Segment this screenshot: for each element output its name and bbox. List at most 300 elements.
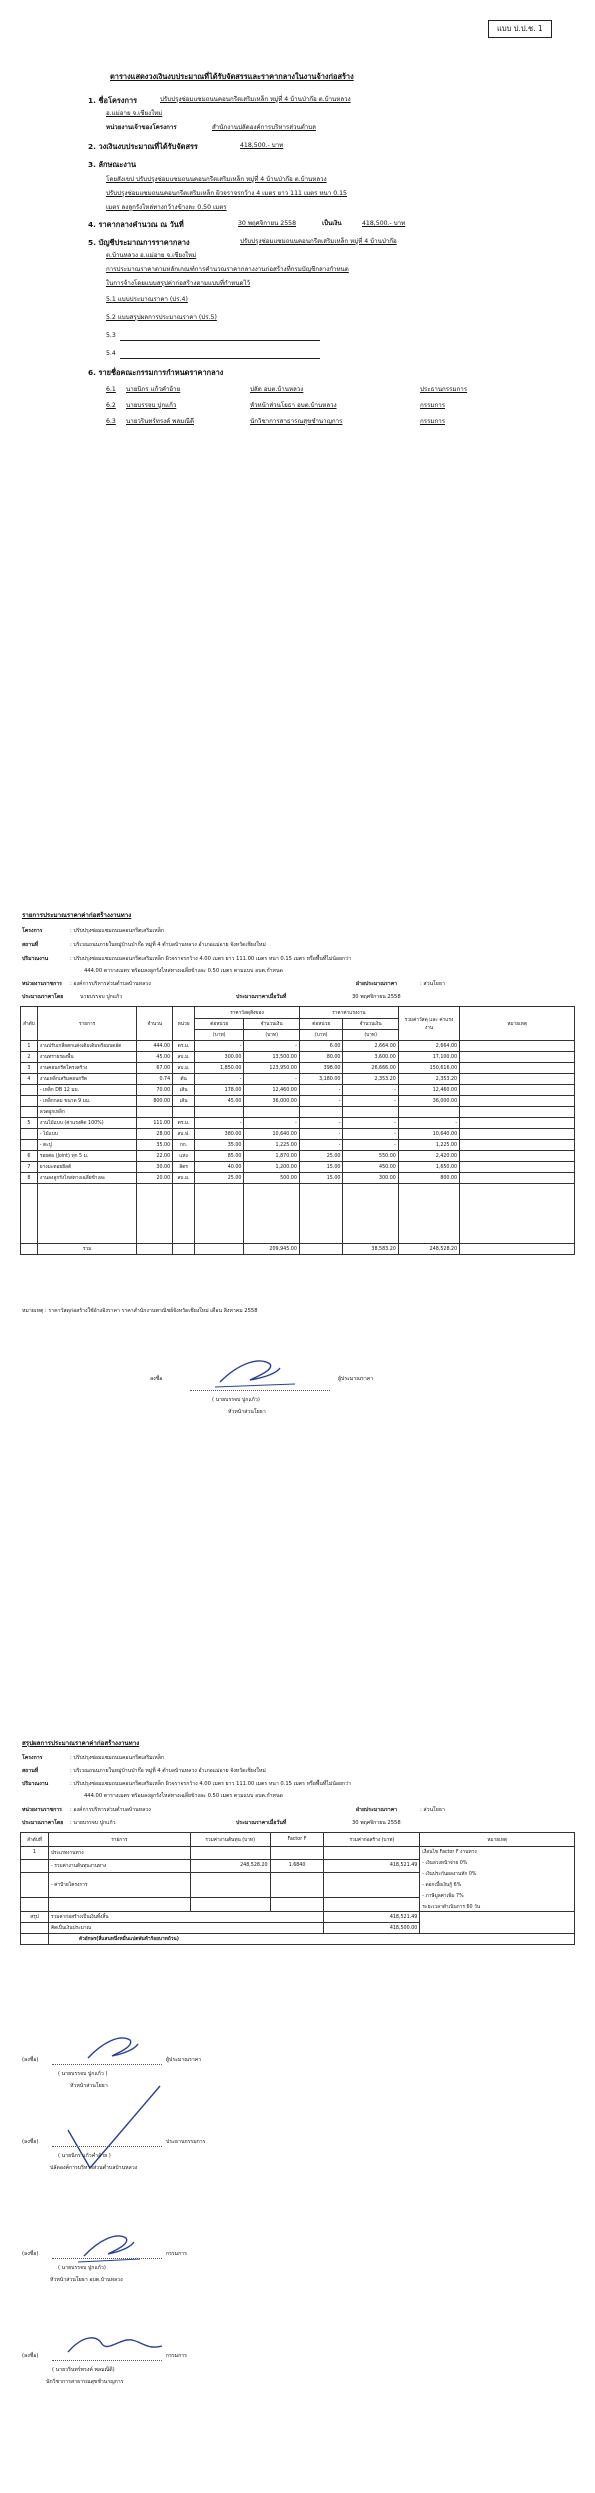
- p2-sign-pre: ลงชื่อ: [150, 1376, 163, 1382]
- col-baht-3: (บาท): [299, 1030, 343, 1041]
- cell-tot: 150,616.00: [398, 1063, 459, 1074]
- item5-4-line: [120, 358, 320, 359]
- p2-estimator-label: ประมาณราคาโดย: [22, 994, 64, 1000]
- cell-item: งานปรับเกลี่ยตกแต่งเดิมเดิมพร้อมบดอัด: [37, 1041, 137, 1052]
- item2-value: 418,500.- บาท: [240, 142, 284, 149]
- cell-tot: 2,353.20: [398, 1074, 459, 1085]
- cell-unit: ลบ.ฟ.: [173, 1129, 195, 1140]
- cell-no: [21, 1129, 38, 1140]
- cell-mp: 85.00: [195, 1151, 244, 1162]
- cell-note: [460, 1085, 575, 1096]
- p2-agency: : องค์การบริหารส่วนตำบลบ้านหลวง: [70, 981, 151, 987]
- sum-total: 248,528.20: [398, 1244, 459, 1255]
- item1-label: 1. ชื่อโครงการ: [88, 96, 138, 105]
- col-baht-2: (บาท): [244, 1030, 299, 1041]
- cell-la: -: [343, 1140, 398, 1151]
- p2-date: 30 พฤศจิกายน 2558: [352, 994, 401, 1000]
- signature-mark: [74, 2228, 144, 2268]
- p3-date: 30 พฤศจิกายน 2558: [352, 1820, 401, 1826]
- p3-date-label: ประมาณราคาเมื่อวันที่: [236, 1820, 287, 1826]
- cell-ma: [244, 1107, 299, 1118]
- cell-tot: 800.00: [398, 1173, 459, 1184]
- cell-no: [21, 1085, 38, 1096]
- cell-la: 550.00: [343, 1151, 398, 1162]
- p3-location: : บริเวณถนนภายในหมู่บ้านป่าก๊อ หมู่ที่ 4 ตำบลบ้านหลวง อำเภอแม่อาย จังหวัดเชียงใหม่: [70, 1768, 266, 1774]
- cell-item: รอยต่อ (Joint) ทุก 5 ม.: [37, 1151, 137, 1162]
- cell-lp: -: [299, 1118, 343, 1129]
- sign-role: กรรมการ: [166, 2353, 187, 2359]
- sign-line: [52, 2258, 162, 2259]
- item1-text: ปรับปรุงซ่อมแซมถนนคอนกรีตเสริมเหล็ก หมู่ที่ 4 บ้านป่าก๊อ ต.บ้านหลวง: [160, 96, 351, 103]
- col-lab-unitprice: ต่อหน่วย: [299, 1019, 343, 1030]
- table-row: [21, 1847, 575, 1860]
- cell-cost: 248,528.20: [190, 1859, 270, 1872]
- p2-volume: : ปรับปรุงซ่อมแซมถนนคอนกรีตเสริมเหล็ก ผิวจราจรกว้าง 4.00 เมตร ยาว 111.00 เมตร หนา 0.15 เมตร หรือพื้นที่ไม่น้อยกว่า: [70, 956, 351, 962]
- cell-note: [460, 1052, 575, 1063]
- cell-item: - ค่าป้ายโครงการ: [48, 1872, 190, 1898]
- cell-unit: ลบ.ม.: [173, 1063, 195, 1074]
- cell-empty: [190, 1847, 270, 1860]
- cell-note: [460, 1129, 575, 1140]
- cell-item: - เหล็ก DB 12 มม.: [37, 1085, 137, 1096]
- cell-la: 3,600.00: [343, 1052, 398, 1063]
- cell-empty: [48, 1898, 190, 1912]
- cell-qty: 67.00: [137, 1063, 173, 1074]
- cell-qty: 0.74: [137, 1074, 173, 1085]
- table-row: [21, 1052, 575, 1063]
- col-material: ราคาวัสดุสิ่งของ: [195, 1007, 300, 1019]
- spacer-cell: [343, 1184, 398, 1244]
- p2-location-label: สถานที่: [22, 942, 39, 948]
- sum-material: 209,945.00: [244, 1244, 299, 1255]
- cell-item: - ตะปู: [37, 1140, 137, 1151]
- cell-unit: แห่ง: [173, 1151, 195, 1162]
- cell-ma: -: [244, 1118, 299, 1129]
- cell-item: งานไม้แบบ (ค่าแรงคิด 100%): [37, 1118, 137, 1129]
- cell-price: 418,521.49: [324, 1859, 420, 1872]
- page3-title: สรุปผลการประมาณราคาค่าก่อสร้างงานทาง: [22, 1740, 140, 1747]
- item5-text3: การประมาณราคาตามหลักเกณฑ์การคำนวณราคากลางงานก่อสร้างที่กรมบัญชีกลางกำหนด: [106, 266, 349, 273]
- cell-unit: ตัน: [173, 1074, 195, 1085]
- cell-no: [21, 1140, 38, 1151]
- p3-project: : ปรับปรุงซ่อมแซมถนนคอนกรีตเสริมเหล็ก: [70, 1755, 165, 1761]
- spacer-cell: [398, 1184, 459, 1244]
- cell-item: งานทรายรองพื้น: [37, 1052, 137, 1063]
- cell-empty: [270, 1872, 324, 1898]
- cell-lp: 15.00: [299, 1162, 343, 1173]
- cell-note: [460, 1162, 575, 1173]
- col-mat-unitprice: ต่อหน่วย: [195, 1019, 244, 1030]
- cell-no: 1: [21, 1847, 49, 1860]
- item5-1: 5.1 แบบประมาณราคา (ปร.4): [106, 296, 188, 303]
- sign-line: [52, 2360, 162, 2361]
- cell-la: -: [343, 1096, 398, 1107]
- condition-interest: - ดอกเบี้ยเงินกู้ 6%: [422, 1883, 462, 1888]
- cell-empty: [21, 1859, 49, 1872]
- cell-no: 5: [21, 1118, 38, 1129]
- cell-qty: 111.00: [137, 1118, 173, 1129]
- cell-item: ยางมะตอยยีลต์: [37, 1162, 137, 1173]
- condition-advance: - เงินล่วงหน้าจ่าย 0%: [422, 1861, 468, 1866]
- page2-title: รายการประมาณราคาค่าก่อสร้างงานทาง: [22, 912, 132, 919]
- p2-agency-label: หน่วยงานราชการ: [22, 981, 62, 987]
- item1-agency-label: หน่วยงานเจ้าของโครงการ: [106, 124, 177, 131]
- cell-tot: 10,640.00: [398, 1129, 459, 1140]
- item4-value: 418,500.- บาท: [362, 220, 406, 227]
- spacer-cell: [299, 1184, 343, 1244]
- cell-note: [460, 1173, 575, 1184]
- cell-mp: -: [195, 1118, 244, 1129]
- sum-cell: [299, 1244, 343, 1255]
- p2-location: : บริเวณถนนภายในหมู่บ้านป่าก๊อ หมู่ที่ 4 ตำบลบ้านหลวง อำเภอแม่อาย จังหวัดเชียงใหม่: [70, 942, 266, 948]
- sign-line: [52, 2146, 162, 2147]
- cell-qty: 45.00: [137, 1052, 173, 1063]
- cell-qty: 444.00: [137, 1041, 173, 1052]
- table-row: [21, 1129, 575, 1140]
- p3-estimator: : นายบรรจบ ปูกแก้ว: [70, 1820, 116, 1826]
- cell-note: [460, 1107, 575, 1118]
- cell-no: 7: [21, 1162, 38, 1173]
- col-no: ลำดับที่: [21, 1833, 49, 1847]
- cell-lp: 6.00: [299, 1041, 343, 1052]
- p3-dept: : ส่วนโยธา: [420, 1807, 445, 1813]
- p3-agency-label: หน่วยงานราชการ: [22, 1807, 62, 1813]
- cell-la: 26,666.00: [343, 1063, 398, 1074]
- cell-la: -: [343, 1129, 398, 1140]
- p3-volume2: 444.00 ตารางเมตร พร้อมลงลูกรังไหล่ทางเฉลี่ยข้างละ 0.50 เมตร ตามแบบ อบต.กำหนด: [84, 1793, 283, 1799]
- col-baht-4: (บาท): [343, 1030, 398, 1041]
- cell-item: - ไม้แบบ: [37, 1129, 137, 1140]
- cell-note: [460, 1140, 575, 1151]
- col-price: รวมค่าก่อสร้าง (บาท): [324, 1833, 420, 1847]
- cell-tot: [398, 1107, 459, 1118]
- item5-2: 5.2 แบบสรุปผลการประมาณราคา (ปร.5): [106, 314, 217, 321]
- spacer-cell: [37, 1184, 137, 1244]
- sign-name: ( นายวรินทร์ทรงค์ พลมณีดี): [52, 2367, 115, 2373]
- cell-mp: 178.00: [195, 1085, 244, 1096]
- cell-factor: 1.6840: [270, 1859, 324, 1872]
- p2-sign-pos: หัวหน้าส่วนโยธา: [228, 1409, 266, 1415]
- col-item: รายการ: [37, 1007, 137, 1041]
- col-mat-amount: จำนวนเงิน: [244, 1019, 299, 1030]
- cell-unit: ลบ.ม.: [173, 1052, 195, 1063]
- col-unit: หน่วย: [173, 1007, 195, 1041]
- item3-label: 3. ลักษณะงาน: [88, 160, 137, 169]
- cell-ma: 12,460.00: [244, 1085, 299, 1096]
- table-row: [21, 1107, 575, 1118]
- cell-mp: 300.00: [195, 1052, 244, 1063]
- item5-text1: ปรับปรุงซ่อมแซมถนนคอนกรีตเสริมเหล็ก หมู่ที่ 4 บ้านป่าก๊อ: [240, 238, 397, 245]
- cell-empty: [324, 1847, 420, 1860]
- cell-lp: 80.00: [299, 1052, 343, 1063]
- cell-qty: 22.00: [137, 1151, 173, 1162]
- p2-note: หมายเหตุ : ราคาวัสดุก่อสร้างใช้อ้างอิงราคา ราคาสำนักงานพาณิชย์จังหวัดเชียงใหม่ เดือน สิงหาคม 2558: [22, 1308, 258, 1314]
- p2-sign-name: ( นายบรรจบ ปูกแก้ว): [212, 1397, 260, 1403]
- estimate-table: [20, 1006, 575, 1255]
- cell-empty: [21, 1923, 49, 1934]
- p3-agency: : องค์การบริหารส่วนตำบลบ้านหลวง: [70, 1807, 151, 1813]
- cell-mp: 1,850.00: [195, 1063, 244, 1074]
- item5-3: 5.3: [106, 332, 116, 339]
- cell-ma: 123,950.00: [244, 1063, 299, 1074]
- cell-empty: [324, 1872, 420, 1898]
- cell-la: 450.00: [343, 1162, 398, 1173]
- table-row: [21, 1096, 575, 1107]
- cell-unit: กก.: [173, 1140, 195, 1151]
- sign-line: [52, 2064, 162, 2065]
- spacer-cell: [195, 1184, 244, 1244]
- cell-lp: 15.00: [299, 1173, 343, 1184]
- sign-pos: ปลัดองค์การบริหารส่วนตำบลบ้านหลวง: [50, 2165, 138, 2171]
- cell-empty: [420, 1912, 575, 1934]
- cell-lp: -: [299, 1140, 343, 1151]
- cell-lp: -: [299, 1129, 343, 1140]
- cell-ma: -: [244, 1041, 299, 1052]
- cell-mp: 45.00: [195, 1096, 244, 1107]
- table-row: [21, 1118, 575, 1129]
- signature-mark: [62, 2330, 172, 2364]
- cell-mp: 380.00: [195, 1129, 244, 1140]
- cell-tot: 1,225.00: [398, 1140, 459, 1151]
- cell-item: งานคอนกรีตโครงสร้าง: [37, 1063, 137, 1074]
- table-row: [21, 1162, 575, 1173]
- sign-role: ผู้ประมาณราคา: [166, 2057, 202, 2063]
- sign-role: กรรมการ: [166, 2251, 187, 2257]
- item1-text2: อ.แม่อาย จ.เชียงใหม่: [106, 110, 163, 117]
- sign-pos: หัวหน้าส่วนโยธา อบต.บ้านหลวง: [50, 2277, 123, 2283]
- p2-dept: : ส่วนโยธา: [420, 981, 445, 987]
- table-row: [21, 1074, 575, 1085]
- cell-empty: [270, 1898, 324, 1912]
- sum-label: สรุป: [21, 1912, 49, 1923]
- cell-item: - เหล็กกลม ขนาด 9 มม.: [37, 1096, 137, 1107]
- cell-no: [21, 1096, 38, 1107]
- cell-no: [21, 1107, 38, 1118]
- cell-unit: เส้น: [173, 1096, 195, 1107]
- item3-text1: โดยสังเขป ปรับปรุงซ่อมแซมถนนคอนกรีตเสริมเหล็ก หมู่ที่ 4 บ้านป่าก๊อ ต.บ้านหลวง: [106, 176, 327, 183]
- cell-note: [460, 1118, 575, 1129]
- col-baht-1: (บาท): [195, 1030, 244, 1041]
- item3-text2: ปรับปรุงซ่อมแซมถนนคอนกรีตเสริมเหล็ก ผิวจราจรกว้าง 4 เมตร ยาว 111 เมตร หนา 0.15: [106, 190, 347, 197]
- sum-labor: 38,583.20: [343, 1244, 398, 1255]
- cell-ma: 1,225.00: [244, 1140, 299, 1151]
- cell-tot: -: [398, 1118, 459, 1129]
- sign-name: ( นายนิกร แก้วคำอ้าย ): [58, 2153, 111, 2159]
- item1-agency: สำนักงานปลัดองค์การบริหารส่วนตำบล: [212, 124, 316, 131]
- sign-name: ( นายบรรจบ ปูกแก้ว ): [58, 2071, 108, 2077]
- sign-pre: (ลงชื่อ): [22, 2057, 39, 2063]
- table-row: [21, 1041, 575, 1052]
- condition-vat: - ภาษีมูลค่าเพิ่ม 7%: [422, 1894, 464, 1899]
- cell-item: งานเหล็กเสริมคอนกรีต: [37, 1074, 137, 1085]
- cell-mp: [195, 1107, 244, 1118]
- p2-estimator: นายบรรจบ ปูกแก้ว: [80, 994, 123, 1000]
- p3-volume-label: ปริมาณงาน: [22, 1781, 49, 1787]
- cell-ma: 36,000.00: [244, 1096, 299, 1107]
- cell-qty: 20.00: [137, 1173, 173, 1184]
- item5-label: 5. บัญชีประมาณการราคากลาง: [88, 238, 190, 247]
- summary-table: [20, 1832, 575, 1945]
- p2-sign-role: ผู้ประมาณราคา: [338, 1376, 374, 1382]
- item4-label: 4. ราคากลางคำนวณ ณ วันที่: [88, 220, 184, 229]
- cell-unit: [173, 1107, 195, 1118]
- cell-ma: -: [244, 1074, 299, 1085]
- cell-la: [343, 1107, 398, 1118]
- cell-qty: 35.00: [137, 1140, 173, 1151]
- table-spacer-row: [21, 1184, 575, 1244]
- sum-words: ตัวอักษร(สี่แสนหนึ่งหมื่นแปดพันห้าร้อยบาทถ้วน): [48, 1934, 574, 1945]
- item5-text4: ในการจ้างโดยแบบสรุปค่าก่อสร้างตามแบบที่กำหนดไว้: [106, 280, 251, 287]
- cell-la: -: [343, 1118, 398, 1129]
- cell-empty: [21, 1934, 49, 1945]
- col-labor: ราคาค่าแรงงาน: [299, 1007, 398, 1019]
- form-code: แบบ ป.ป.ช. 1: [488, 20, 552, 38]
- cell-empty: [270, 1847, 324, 1860]
- col-factor: Factor F: [270, 1833, 324, 1847]
- spacer-cell: [137, 1184, 173, 1244]
- cell-la: 300.00: [343, 1173, 398, 1184]
- col-qty: จำนวน: [137, 1007, 173, 1041]
- cell-ma: 500.00: [244, 1173, 299, 1184]
- cell-mp: 40.00: [195, 1162, 244, 1173]
- cell-no: 8: [21, 1173, 38, 1184]
- cell-tot: 36,000.00: [398, 1096, 459, 1107]
- col-no: ลำดับ: [21, 1007, 38, 1041]
- col-item: รายการ: [48, 1833, 190, 1847]
- col-lab-amount: จำนวนเงิน: [343, 1019, 398, 1030]
- cell-item: ลวดผูกเหล็ก: [37, 1107, 137, 1118]
- cell-note: [460, 1063, 575, 1074]
- cell-qty: 30.00: [137, 1162, 173, 1173]
- cell-ma: 10,640.00: [244, 1129, 299, 1140]
- cell-empty: [190, 1872, 270, 1898]
- item2-label: 2. วงเงินงบประมาณที่ได้รับจัดสรร: [88, 142, 198, 151]
- sum-label: รวม: [37, 1244, 137, 1255]
- p2-volume2: 444.00 ตารางเมตร พร้อมลงลูกรังไหล่ทางเฉลี่ยข้างละ 0.50 เมตร ตามแบบ อบต.กำหนด: [84, 968, 283, 974]
- cell-item: งานลงลูกรังไหล่ทางเฉลี่ยข้างละ: [37, 1173, 137, 1184]
- sum-cell: [195, 1244, 244, 1255]
- sum-cell: [137, 1244, 173, 1255]
- cell-tot: 2,420.00: [398, 1151, 459, 1162]
- sum-cell: [21, 1244, 38, 1255]
- p3-project-label: โครงการ: [22, 1755, 43, 1761]
- cell-mp: -: [195, 1074, 244, 1085]
- cell-empty: [21, 1872, 49, 1898]
- cell-unit: ตร.ม.: [173, 1041, 195, 1052]
- p2-volume-label: ปริมาณงาน: [22, 956, 49, 962]
- cell-empty: [190, 1898, 270, 1912]
- p2-dept-label: ฝ่ายประมาณราคา: [356, 981, 398, 987]
- cell-ma: 1,870.00: [244, 1151, 299, 1162]
- sign-role: ประธานกรรมการ: [166, 2139, 206, 2145]
- spacer-cell: [460, 1184, 575, 1244]
- sign-name: ( นายบรรจบ ปูกแก้ว): [58, 2265, 106, 2271]
- cell-mp: 25.00: [195, 1173, 244, 1184]
- sign-pre: (ลงชื่อ): [22, 2251, 39, 2257]
- cell-ma: 13,500.00: [244, 1052, 299, 1063]
- cell-qty: 70.00: [137, 1085, 173, 1096]
- item3-text3: เมตร ลงลูกรังไหล่ทางกว้างข้างละ 0.50 เมตร: [106, 204, 227, 211]
- sum-total-value: 418,521.49: [324, 1912, 420, 1923]
- cell-no: 3: [21, 1063, 38, 1074]
- cell-la: 2,353.20: [343, 1074, 398, 1085]
- p3-volume: : ปรับปรุงซ่อมแซมถนนคอนกรีตเสริมเหล็ก ผิวจราจรกว้าง 4.00 เมตร ยาว 111.00 เมตร หนา 0.15 เมตร หรือพื้นที่ไม่น้อยกว่า: [70, 1781, 351, 1787]
- cell-tot: 12,460.00: [398, 1085, 459, 1096]
- p3-estimator-label: ประมาณราคาโดย: [22, 1820, 64, 1826]
- cell-tot: 17,100.00: [398, 1052, 459, 1063]
- cell-unit: ลบ.ม.: [173, 1173, 195, 1184]
- sign-pos: นักวิชาการสาธารณสุขชำนาญการ: [46, 2379, 124, 2385]
- cell-lp: 3,180.00: [299, 1074, 343, 1085]
- cell-unit: ลิตร: [173, 1162, 195, 1173]
- sum-total-label: รวมค่าก่อสร้างเป็นเงินทั้งสิ้น: [48, 1912, 324, 1923]
- cell-la: -: [343, 1085, 398, 1096]
- cell-no: 2: [21, 1052, 38, 1063]
- cell-mp: 35.00: [195, 1140, 244, 1151]
- table-row: [21, 1173, 575, 1184]
- col-note: หมายเหตุ: [420, 1833, 575, 1847]
- table-sum-row: [21, 1244, 575, 1255]
- condition-duration: ระยะเวลาดำเนินการ 60 วัน: [422, 1905, 481, 1910]
- p2-date-label: ประมาณราคาเมื่อวันที่: [236, 994, 287, 1000]
- cell-note: [460, 1074, 575, 1085]
- condition-retention: - เงินประกันผลงานหัก 0%: [422, 1872, 477, 1877]
- sign-pre: (ลงชื่อ): [22, 2353, 39, 2359]
- cell-note: [460, 1151, 575, 1162]
- sum-cell: [460, 1244, 575, 1255]
- cell-lp: -: [299, 1085, 343, 1096]
- cell-lp: 398.00: [299, 1063, 343, 1074]
- summary-row: [21, 1912, 575, 1923]
- sum-rounded-value: 418,500.00: [324, 1923, 420, 1934]
- cell-qty: [137, 1107, 173, 1118]
- p2-project: : ปรับปรุงซ่อมแซมถนนคอนกรีตเสริมเหล็ก: [70, 928, 165, 934]
- page1-title: ตารางแสดงวงเงินงบประมาณที่ได้รับจัดสรรและราคากลางในงานจ้างก่อสร้าง: [110, 72, 354, 81]
- cell-no: 1: [21, 1041, 38, 1052]
- cell-note: [460, 1041, 575, 1052]
- table-row: [21, 1140, 575, 1151]
- table-row: [21, 1085, 575, 1096]
- sum-cell: [173, 1244, 195, 1255]
- p3-location-label: สถานที่: [22, 1768, 39, 1774]
- cell-lp: -: [299, 1096, 343, 1107]
- item5-4: 5.4: [106, 350, 116, 357]
- item4-mid: เป็นเงิน: [322, 220, 342, 227]
- cell-qty: 800.00: [137, 1096, 173, 1107]
- p3-dept-label: ฝ่ายประมาณราคา: [356, 1807, 398, 1813]
- cell-qty: 28.00: [137, 1129, 173, 1140]
- cell-item: ประเภทงานทาง: [48, 1847, 190, 1860]
- conditions-cell: [420, 1847, 575, 1912]
- spacer-cell: [244, 1184, 299, 1244]
- cell-unit: ตร.ม.: [173, 1118, 195, 1129]
- cell-tot: 2,664.00: [398, 1041, 459, 1052]
- cell-ma: 1,200.00: [244, 1162, 299, 1173]
- cell-no: 4: [21, 1074, 38, 1085]
- item6-label: 6. รายชื่อคณะกรรมการกำหนดราคากลาง: [88, 368, 224, 377]
- sign-pos: หัวหน้าส่วนโยธา: [70, 2083, 108, 2089]
- sign-pre: (ลงชื่อ): [22, 2139, 39, 2145]
- item4-date: 30 พฤศจิกายน 2558: [238, 220, 297, 227]
- sum-rounded-label: คิดเป็นเงินประมาณ: [48, 1923, 324, 1934]
- p2-project-label: โครงการ: [22, 928, 43, 934]
- col-note: หมายเหตุ: [460, 1007, 575, 1041]
- p2-sign-line: [190, 1390, 330, 1391]
- item5-text2: ต.บ้านหลวง อ.แม่อาย จ.เชียงใหม่: [106, 252, 197, 259]
- table-row: [21, 1151, 575, 1162]
- item5-3-line: [120, 340, 320, 341]
- col-total: รวมค่าวัสดุ และ ค่าแรงงาน: [398, 1007, 459, 1041]
